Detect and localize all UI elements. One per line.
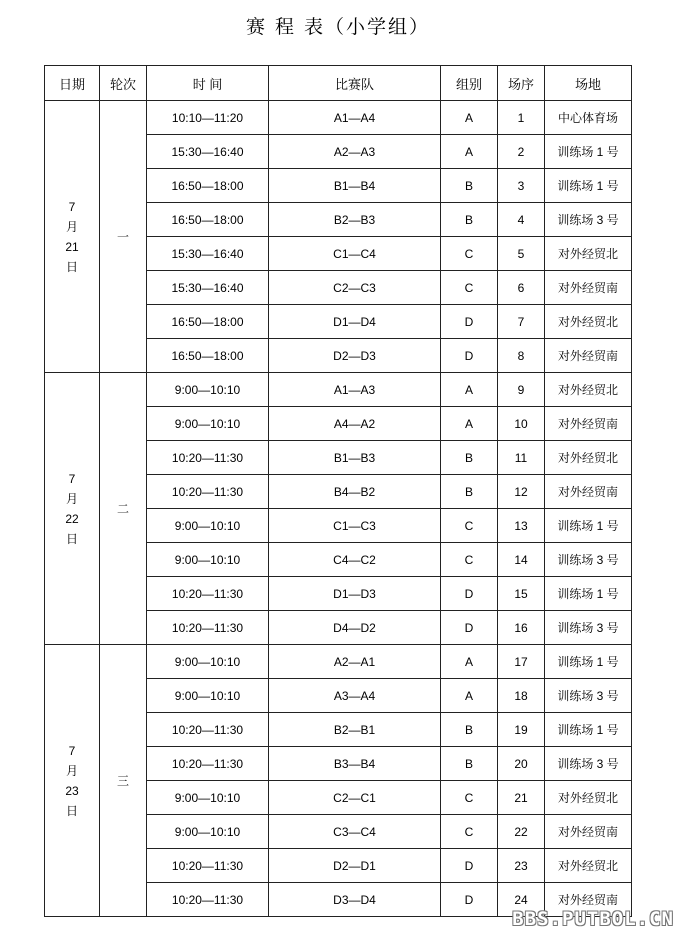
group-cell: D [441,611,498,645]
venue-cell: 训练场 3 号 [545,543,632,577]
group-cell: B [441,441,498,475]
venue-cell: 训练场 1 号 [545,713,632,747]
match-no-cell: 18 [498,679,545,713]
teams-cell: B2—B1 [269,713,441,747]
date-cell [45,373,100,645]
venue-cell: 对外经贸北 [545,441,632,475]
group-cell: B [441,475,498,509]
time-cell: 16:50—18:00 [147,305,269,339]
schedule-table [44,65,632,917]
venue-cell: 对外经贸南 [545,271,632,305]
time-cell: 10:20—11:30 [147,849,269,883]
teams-cell: D2—D1 [269,849,441,883]
match-no-cell: 23 [498,849,545,883]
time-cell: 10:20—11:30 [147,883,269,917]
teams-cell: C2—C3 [269,271,441,305]
group-cell: C [441,781,498,815]
venue-cell: 训练场 3 号 [545,611,632,645]
group-cell: B [441,713,498,747]
table-row [45,645,632,679]
time-cell: 9:00—10:10 [147,679,269,713]
time-cell: 10:20—11:30 [147,475,269,509]
date-part: 日 [65,531,78,546]
match-no-cell: 15 [498,577,545,611]
venue-cell: 对外经贸南 [545,339,632,373]
match-no-cell: 19 [498,713,545,747]
match-no-cell: 11 [498,441,545,475]
teams-cell: D1—D4 [269,305,441,339]
date-part: 日 [65,259,78,274]
match-no-cell: 2 [498,135,545,169]
venue-cell: 对外经贸北 [545,305,632,339]
venue-cell: 训练场 3 号 [545,747,632,781]
match-no-cell: 17 [498,645,545,679]
teams-cell: A1—A4 [269,101,441,135]
venue-cell: 中心体育场 [545,101,632,135]
teams-cell: C1—C3 [269,509,441,543]
venue-cell: 训练场 1 号 [545,135,632,169]
venue-cell: 训练场 3 号 [545,203,632,237]
date-part: 7 [68,743,76,758]
match-no-cell: 1 [498,101,545,135]
venue-cell: 对外经贸南 [545,815,632,849]
round-cell: 二 [100,373,147,645]
time-cell: 16:50—18:00 [147,203,269,237]
teams-cell: B4—B2 [269,475,441,509]
venue-cell: 对外经贸北 [545,781,632,815]
teams-cell: A3—A4 [269,679,441,713]
match-no-cell: 22 [498,815,545,849]
group-cell: B [441,203,498,237]
group-cell: C [441,237,498,271]
venue-cell: 训练场 1 号 [545,509,632,543]
venue-cell: 对外经贸北 [545,373,632,407]
match-no-cell: 21 [498,781,545,815]
teams-cell: B1—B4 [269,169,441,203]
teams-cell: C3—C4 [269,815,441,849]
teams-cell: A1—A3 [269,373,441,407]
venue-cell: 对外经贸南 [545,883,632,917]
venue-cell: 训练场 3 号 [545,679,632,713]
header-row [45,66,632,101]
group-cell: C [441,815,498,849]
group-cell: C [441,509,498,543]
teams-cell: D1—D3 [269,577,441,611]
group-cell: A [441,645,498,679]
date-part: 23 [65,783,79,798]
time-cell: 15:30—16:40 [147,237,269,271]
date-part: 月 [65,763,78,778]
table-row [45,101,632,135]
group-cell: D [441,577,498,611]
header-round: 轮次 [100,66,147,101]
match-no-cell: 13 [498,509,545,543]
group-cell: A [441,407,498,441]
group-cell: D [441,849,498,883]
teams-cell: D4—D2 [269,611,441,645]
venue-cell: 对外经贸北 [545,237,632,271]
table-row [45,373,632,407]
round-cell: 一 [100,101,147,373]
schedule-body [45,101,632,917]
match-no-cell: 20 [498,747,545,781]
date-part: 21 [65,239,79,254]
time-cell: 9:00—10:10 [147,373,269,407]
date-part: 月 [65,219,78,234]
venue-cell: 对外经贸南 [545,475,632,509]
date-part: 7 [68,471,76,486]
time-cell: 9:00—10:10 [147,509,269,543]
date-part: 7 [68,199,76,214]
group-cell: A [441,101,498,135]
match-no-cell: 5 [498,237,545,271]
match-no-cell: 16 [498,611,545,645]
teams-cell: B2—B3 [269,203,441,237]
time-cell: 16:50—18:00 [147,339,269,373]
group-cell: D [441,339,498,373]
teams-cell: A2—A1 [269,645,441,679]
match-no-cell: 9 [498,373,545,407]
header-match-no: 场序 [498,66,545,101]
match-no-cell: 8 [498,339,545,373]
teams-cell: C4—C2 [269,543,441,577]
time-cell: 9:00—10:10 [147,781,269,815]
match-no-cell: 14 [498,543,545,577]
match-no-cell: 6 [498,271,545,305]
time-cell: 9:00—10:10 [147,407,269,441]
date-cell [45,645,100,917]
match-no-cell: 3 [498,169,545,203]
time-cell: 9:00—10:10 [147,543,269,577]
time-cell: 15:30—16:40 [147,135,269,169]
group-cell: C [441,271,498,305]
group-cell: A [441,135,498,169]
time-cell: 10:10—11:20 [147,101,269,135]
match-no-cell: 12 [498,475,545,509]
group-cell: B [441,169,498,203]
teams-cell: A2—A3 [269,135,441,169]
header-teams: 比赛队 [269,66,441,101]
date-part: 22 [65,511,79,526]
match-no-cell: 10 [498,407,545,441]
match-no-cell: 24 [498,883,545,917]
group-cell: A [441,373,498,407]
venue-cell: 训练场 1 号 [545,577,632,611]
date-part: 月 [65,491,78,506]
page-title: 赛 程 表（小学组） [245,16,431,38]
teams-cell: A4—A2 [269,407,441,441]
header-group: 组别 [441,66,498,101]
group-cell: D [441,883,498,917]
date-cell [45,101,100,373]
header-time: 时 间 [147,66,269,101]
time-cell: 9:00—10:10 [147,645,269,679]
round-cell: 三 [100,645,147,917]
teams-cell: B3—B4 [269,747,441,781]
time-cell: 16:50—18:00 [147,169,269,203]
watermark: BBS.PUTBOL.CN [512,908,674,930]
group-cell: A [441,679,498,713]
teams-cell: B1—B3 [269,441,441,475]
match-no-cell: 4 [498,203,545,237]
time-cell: 9:00—10:10 [147,815,269,849]
header-venue: 场地 [545,66,632,101]
time-cell: 10:20—11:30 [147,577,269,611]
venue-cell: 对外经贸南 [545,407,632,441]
time-cell: 15:30—16:40 [147,271,269,305]
venue-cell: 训练场 1 号 [545,169,632,203]
group-cell: D [441,305,498,339]
venue-cell: 训练场 1 号 [545,645,632,679]
time-cell: 10:20—11:30 [147,713,269,747]
teams-cell: C2—C1 [269,781,441,815]
time-cell: 10:20—11:30 [147,747,269,781]
time-cell: 10:20—11:30 [147,611,269,645]
match-no-cell: 7 [498,305,545,339]
header-date: 日期 [45,66,100,101]
date-part: 日 [65,803,78,818]
teams-cell: D2—D3 [269,339,441,373]
group-cell: C [441,543,498,577]
teams-cell: C1—C4 [269,237,441,271]
teams-cell: D3—D4 [269,883,441,917]
time-cell: 10:20—11:30 [147,441,269,475]
group-cell: B [441,747,498,781]
venue-cell: 对外经贸北 [545,849,632,883]
